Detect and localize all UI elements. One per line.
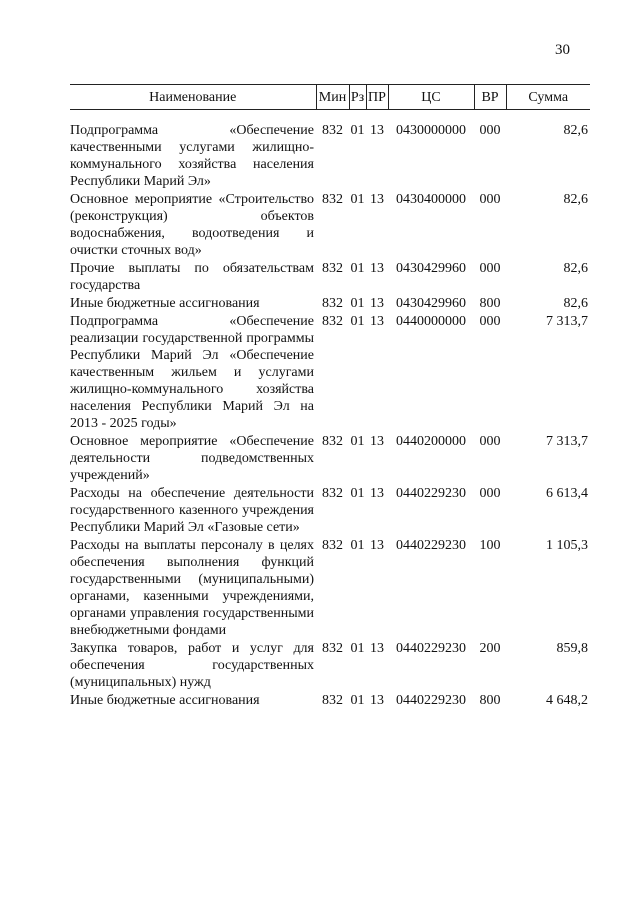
row-rz: 01 bbox=[350, 486, 365, 501]
header-cs: ЦС bbox=[388, 85, 474, 110]
row-cs: 0440200000 bbox=[396, 434, 466, 449]
row-pr: 13 bbox=[370, 123, 384, 138]
row-sum: 1 105,3 bbox=[546, 538, 588, 553]
row-rz: 01 bbox=[350, 693, 365, 708]
row-cs: 0430000000 bbox=[396, 123, 466, 138]
table-row bbox=[70, 122, 590, 191]
table-row bbox=[70, 295, 590, 313]
row-cs: 0440000000 bbox=[396, 314, 466, 329]
row-pr: 13 bbox=[370, 296, 384, 311]
row-name: Расходы на выплаты персоналу в целях обеспечения выполнения функций государственными (муниципальными) органами, казенными учреждениями, органами управления государственными внебюджетными фондами bbox=[70, 538, 314, 638]
row-rz: 01 bbox=[350, 261, 365, 276]
row-pr: 13 bbox=[370, 434, 384, 449]
row-min: 832 bbox=[322, 641, 343, 656]
row-rz: 01 bbox=[350, 123, 365, 138]
row-pr: 13 bbox=[370, 486, 384, 501]
row-pr: 13 bbox=[370, 192, 384, 207]
row-name: Подпрограмма «Обеспечение качественными услугами жилищно-коммунального хозяйства населения Республики Марий Эл» bbox=[70, 123, 314, 189]
row-name: Иные бюджетные ассигнования bbox=[70, 296, 260, 311]
row-cs: 0440229230 bbox=[396, 693, 466, 708]
row-min: 832 bbox=[322, 296, 343, 311]
row-sum: 4 648,2 bbox=[546, 693, 588, 708]
row-sum: 82,6 bbox=[563, 192, 588, 207]
row-vr: 000 bbox=[479, 314, 501, 329]
row-name: Основное мероприятие «Строительство (реконструкция) объектов водоснабжения, водоотведения и очистки сточных вод» bbox=[70, 192, 314, 258]
row-min: 832 bbox=[322, 192, 343, 207]
table-row bbox=[70, 485, 590, 537]
row-pr: 13 bbox=[370, 538, 384, 553]
header-min: Мин bbox=[316, 85, 349, 110]
row-rz: 01 bbox=[350, 538, 365, 553]
row-vr: 800 bbox=[479, 693, 501, 708]
row-pr: 13 bbox=[370, 641, 384, 656]
row-cs: 0440229230 bbox=[396, 538, 466, 553]
table-body bbox=[70, 110, 590, 711]
table-row bbox=[70, 191, 590, 260]
row-name: Подпрограмма «Обеспечение реализации государственной программы Республики Марий Эл «Обеспечение качественным жильем и услугами жилищно-коммунального хозяйства населения Республики Марий Эл на 2013 - 2025 годы» bbox=[70, 314, 314, 431]
row-vr: 000 bbox=[479, 123, 501, 138]
row-rz: 01 bbox=[350, 641, 365, 656]
row-vr: 000 bbox=[479, 192, 501, 207]
row-vr: 000 bbox=[479, 261, 501, 276]
header-name: Наименование bbox=[70, 85, 316, 110]
row-rz: 01 bbox=[350, 314, 365, 329]
row-cs: 0440229230 bbox=[396, 641, 466, 656]
budget-table bbox=[70, 84, 590, 710]
row-pr: 13 bbox=[370, 314, 384, 329]
table-row bbox=[70, 537, 590, 640]
row-min: 832 bbox=[322, 486, 343, 501]
row-min: 832 bbox=[322, 434, 343, 449]
row-min: 832 bbox=[322, 538, 343, 553]
table-row bbox=[70, 692, 590, 710]
row-vr: 200 bbox=[479, 641, 501, 656]
row-pr: 13 bbox=[370, 261, 384, 276]
header-sum: Сумма bbox=[506, 85, 590, 110]
page-number: 30 bbox=[555, 42, 570, 58]
header-vr: ВР bbox=[474, 85, 506, 110]
row-cs: 0430429960 bbox=[396, 296, 466, 311]
header-pr: ПР bbox=[366, 85, 388, 110]
row-sum: 82,6 bbox=[563, 261, 588, 276]
row-vr: 000 bbox=[479, 434, 501, 449]
row-vr: 100 bbox=[479, 538, 501, 553]
row-vr: 800 bbox=[479, 296, 501, 311]
row-name: Иные бюджетные ассигнования bbox=[70, 693, 260, 708]
row-min: 832 bbox=[322, 693, 343, 708]
table-row bbox=[70, 433, 590, 485]
row-min: 832 bbox=[322, 314, 343, 329]
row-cs: 0430429960 bbox=[396, 261, 466, 276]
row-sum: 6 613,4 bbox=[546, 486, 588, 501]
row-rz: 01 bbox=[350, 434, 365, 449]
header-rz: Рз bbox=[349, 85, 366, 110]
row-vr: 000 bbox=[479, 486, 501, 501]
row-cs: 0440229230 bbox=[396, 486, 466, 501]
row-sum: 859,8 bbox=[556, 641, 588, 656]
row-sum: 7 313,7 bbox=[546, 434, 588, 449]
row-name: Прочие выплаты по обязательствам государства bbox=[70, 261, 314, 293]
table-row bbox=[70, 260, 590, 295]
row-name: Расходы на обеспечение деятельности государственного казенного учреждения Республики Марий Эл «Газовые сети» bbox=[70, 486, 314, 535]
table-row bbox=[70, 313, 590, 433]
row-rz: 01 bbox=[350, 192, 365, 207]
row-pr: 13 bbox=[370, 693, 384, 708]
table-row bbox=[70, 640, 590, 692]
row-min: 832 bbox=[322, 261, 343, 276]
table-header-row bbox=[70, 85, 590, 110]
row-sum: 82,6 bbox=[563, 123, 588, 138]
row-cs: 0430400000 bbox=[396, 192, 466, 207]
row-name: Закупка товаров, работ и услуг для обеспечения государственных (муниципальных) нужд bbox=[70, 641, 314, 690]
row-sum: 7 313,7 bbox=[546, 314, 588, 329]
row-name: Основное мероприятие «Обеспечение деятельности подведомственных учреждений» bbox=[70, 434, 314, 483]
row-rz: 01 bbox=[350, 296, 365, 311]
row-sum: 82,6 bbox=[563, 296, 588, 311]
row-min: 832 bbox=[322, 123, 343, 138]
